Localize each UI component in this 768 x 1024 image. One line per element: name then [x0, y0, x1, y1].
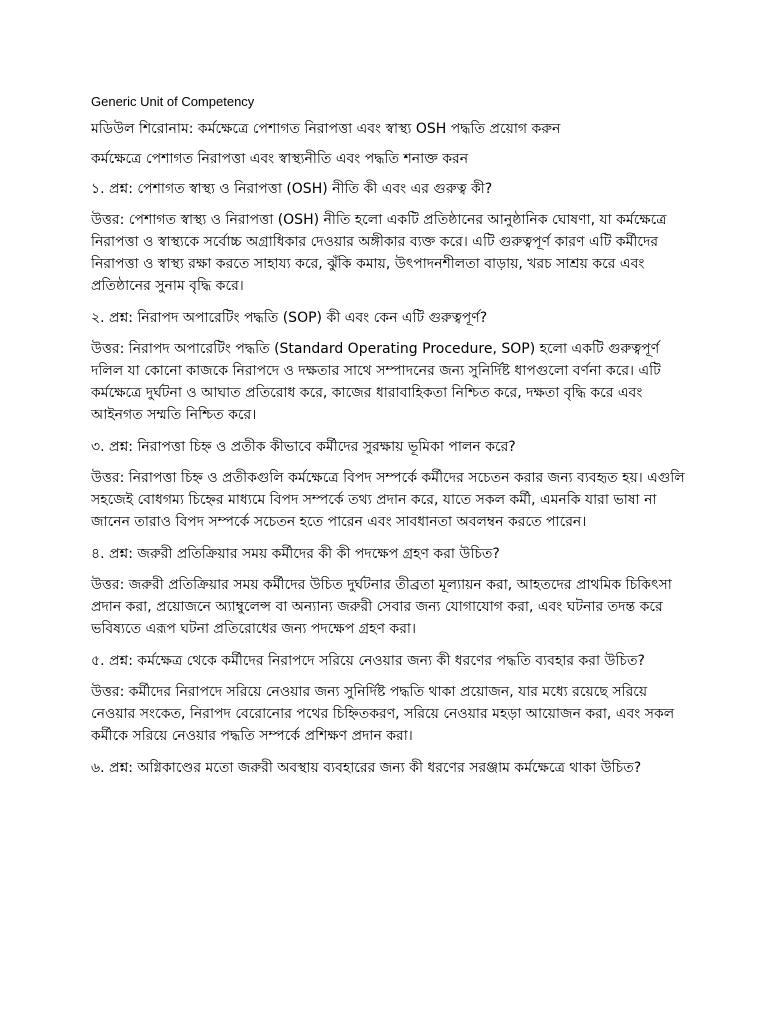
question-6: ৬. প্রশ্ন: অগ্নিকাণ্ডের মতো জরুরী অবস্থায় ব্যবহারের জন্য কী ধরণের সরঞ্জাম কর্মক্ষেত্রে থাকা উচিত?: [91, 760, 642, 776]
answer-4: উত্তর: জরুরী প্রতিক্রিয়ার সময় কর্মীদের উচিত দুর্ঘটনার তীব্রতা মূল্যায়ন করা, আহতদের প্রাথমিক চিকিৎসা প্রদান করা, প্রয়োজনে অ্যাম্বুলেন্স বা অন্যান্য জরুরী সেবার জন্য যোগাযোগ করা, এবং ঘটনার তদন্ত করে ভবিষ্যতে এরূপ ঘটনা প্রতিরোধের জন্য পদক্ষেপ গ্রহণ করা।: [91, 577, 672, 637]
module-title: মডিউল শিরোনাম: কর্মক্ষেত্রে পেশাগত নিরাপত্তা এবং স্বাস্থ্য OSH পদ্ধতি প্রয়োগ করুন: [91, 121, 561, 137]
question-4: ৪. প্রশ্ন: জরুরী প্রতিক্রিয়ার সময় কর্মীদের কী কী পদক্ষেপ গ্রহণ করা উচিত?: [91, 546, 500, 562]
question-2: ২. প্রশ্ন: নিরাপদ অপারেটিং পদ্ধতি (SOP) কী এবং কেন এটি গুরুত্বপূর্ণ?: [91, 310, 488, 326]
answer-1: উত্তর: পেশাগত স্বাস্থ্য ও নিরাপত্তা (OSH) নীতি হলো একটি প্রতিষ্ঠানের আনুষ্ঠানিক ঘোষণা, যা কর্মক্ষেত্রে নিরাপত্তা ও স্বাস্থ্যকে সর্বোচ্চ অগ্রাধিকার দেওয়ার অঙ্গীকার ব্যক্ত করে। এটি গুরুত্বপূর্ণ কারণ এটি কর্মীদের নিরাপত্তা ও স্বাস্থ্য রক্ষা করতে সাহায্য করে, ঝুঁকি কমায়, উৎপাদনশীলতা বাড়ায়, খরচ সাশ্রয় করে এবং প্রতিষ্ঠানের সুনাম বৃদ্ধি করে।: [91, 212, 667, 294]
answer-5: উত্তর: কর্মীদের নিরাপদে সরিয়ে নেওয়ার জন্য সুনির্দিষ্ট পদ্ধতি থাকা প্রয়োজন, যার মধ্যে রয়েছে সরিয়ে নেওয়ার সংকেত, নিরাপদ বেরোনোর পথের চিহ্নিতকরণ, সরিয়ে নেওয়ার মহড়া আয়োজন করা, এবং সকল কর্মীকে সরিয়ে নেওয়ার পদ্ধতি সম্পর্কে প্রশিক্ষণ প্রদান করা।: [91, 684, 675, 744]
question-5: ৫. প্রশ্ন: কর্মক্ষেত্র থেকে কর্মীদের নিরাপদে সরিয়ে নেওয়ার জন্য কী ধরণের পদ্ধতি ব্যবহার করা উচিত?: [91, 653, 645, 669]
answer-2: উত্তর: নিরাপদ অপারেটিং পদ্ধতি (Standard Operating Procedure, SOP) হলো একটি গুরুত্বপূর্ণ দলিল যা কোনো কাজকে নিরাপদে ও দক্ষতার সাথে সম্পাদনের জন্য সুনির্দিষ্ট ধাপগুলো বর্ণনা করে। এটি কর্মক্ষেত্রে দুর্ঘটনা ও আঘাত প্রতিরোধ করে, কাজের ধারাবাহিকতা নিশ্চিত করে, দক্ষতা বৃদ্ধি করে এবং আইনগত সম্মতি নিশ্চিত করে।: [91, 341, 661, 423]
document-page: [91, 92, 691, 788]
question-1: ১. প্রশ্ন: পেশাগত স্বাস্থ্য ও নিরাপত্তা (OSH) নীতি কী এবং এর গুরুত্ব কী?: [91, 181, 493, 197]
question-3: ৩. প্রশ্ন: নিরাপত্তা চিহ্ন ও প্রতীক কীভাবে কর্মীদের সুরক্ষায় ভূমিকা পালন করে?: [91, 439, 516, 455]
answer-3: উত্তর: নিরাপত্তা চিহ্ন ও প্রতীকগুলি কর্মক্ষেত্রে বিপদ সম্পর্কে কর্মীদের সচেতন করার জন্য ব্যবহৃত হয়। এগুলি সহজেই বোধগম্য চিহ্নের মাধ্যমে বিপদ সম্পর্কে তথ্য প্রদান করে, যাতে সকল কর্মী, এমনকি যারা ভাষা না জানেন তারাও বিপদ সম্পর্কে সচেতন হতে পারেন এবং সাবধানতা অবলম্বন করতে পারেন।: [91, 470, 685, 530]
section-heading: কর্মক্ষেত্রে পেশাগত নিরাপত্তা এবং স্বাস্থ্যনীতি এবং পদ্ধতি শনাক্ত করন: [91, 151, 469, 167]
unit-title: Generic Unit of Competency: [91, 94, 255, 109]
